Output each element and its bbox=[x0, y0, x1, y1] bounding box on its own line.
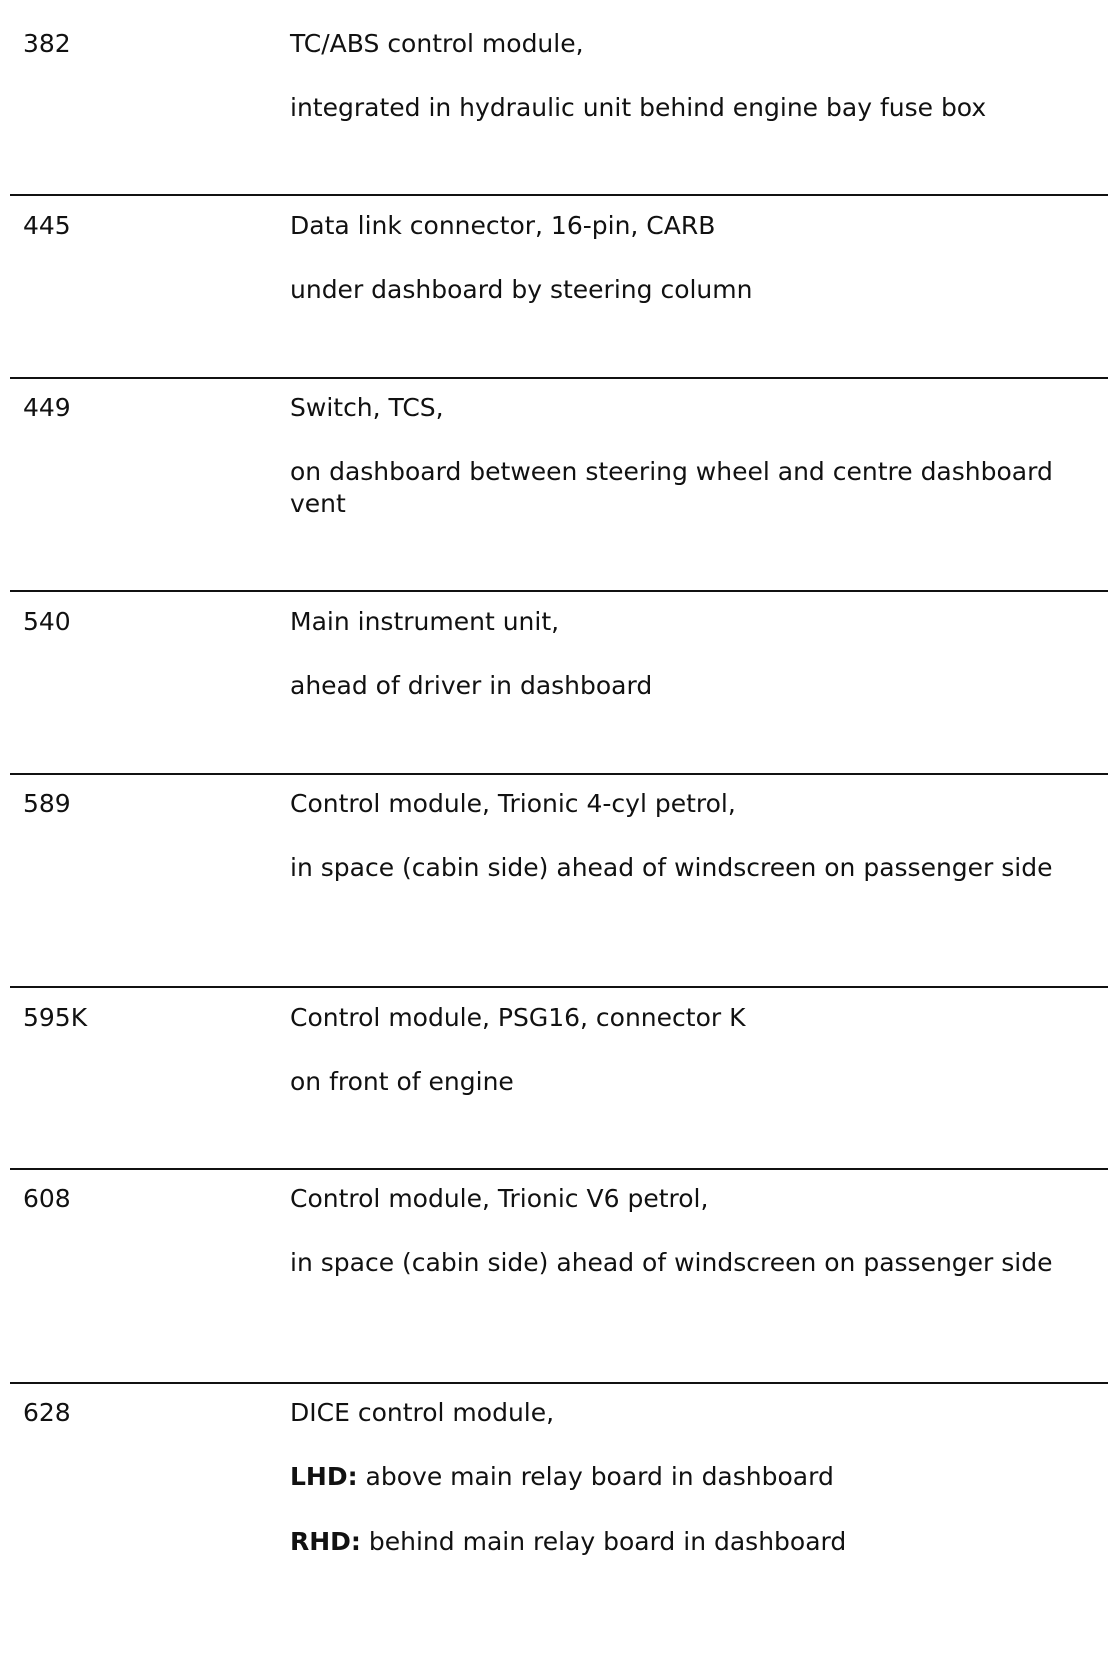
component-description: DICE control module, bbox=[290, 1398, 555, 1427]
component-code: 589 bbox=[23, 789, 71, 818]
location-text: behind main relay board in dashboard bbox=[360, 1527, 847, 1556]
component-code: 382 bbox=[23, 29, 71, 58]
location-text: ahead of driver in dashboard bbox=[290, 671, 653, 700]
component-description: Main instrument unit, bbox=[290, 607, 560, 636]
component-location bbox=[290, 1526, 1090, 1558]
component-location bbox=[290, 274, 1090, 306]
component-code: 608 bbox=[23, 1184, 71, 1213]
component-description: Control module, Trionic V6 petrol, bbox=[290, 1184, 709, 1213]
component-location bbox=[290, 670, 1090, 702]
location-text: on dashboard between steering wheel and centre dashboard vent bbox=[290, 457, 1053, 518]
location-text: in space (cabin side) ahead of windscreen on passenger side bbox=[290, 1248, 1053, 1277]
divider bbox=[10, 773, 1108, 775]
component-code: 540 bbox=[23, 607, 71, 636]
divider bbox=[10, 1382, 1108, 1384]
rhd-label: RHD: bbox=[290, 1527, 361, 1556]
location-text: under dashboard by steering column bbox=[290, 275, 753, 304]
component-location bbox=[290, 1066, 1090, 1098]
location-text: in space (cabin side) ahead of windscreen on passenger side bbox=[290, 853, 1053, 882]
component-description: Switch, TCS, bbox=[290, 393, 444, 422]
component-code: 595K bbox=[23, 1003, 88, 1032]
location-text: integrated in hydraulic unit behind engine bay fuse box bbox=[290, 93, 987, 122]
component-location bbox=[290, 1247, 1090, 1279]
component-code: 445 bbox=[23, 211, 71, 240]
component-location bbox=[290, 456, 1090, 520]
location-text: above main relay board in dashboard bbox=[357, 1462, 834, 1491]
divider bbox=[10, 377, 1108, 379]
component-code: 449 bbox=[23, 393, 71, 422]
component-location bbox=[290, 92, 1090, 124]
component-location bbox=[290, 1461, 1090, 1493]
component-description: Control module, PSG16, connector K bbox=[290, 1003, 746, 1032]
component-location bbox=[290, 852, 1090, 884]
component-description: Control module, Trionic 4-cyl petrol, bbox=[290, 789, 736, 818]
component-code: 628 bbox=[23, 1398, 71, 1427]
divider bbox=[10, 194, 1108, 196]
divider bbox=[10, 590, 1108, 592]
location-text: on front of engine bbox=[290, 1067, 514, 1096]
component-description: TC/ABS control module, bbox=[290, 29, 584, 58]
divider bbox=[10, 1168, 1108, 1170]
component-description: Data link connector, 16-pin, CARB bbox=[290, 211, 716, 240]
divider bbox=[10, 986, 1108, 988]
lhd-label: LHD: bbox=[290, 1462, 358, 1491]
